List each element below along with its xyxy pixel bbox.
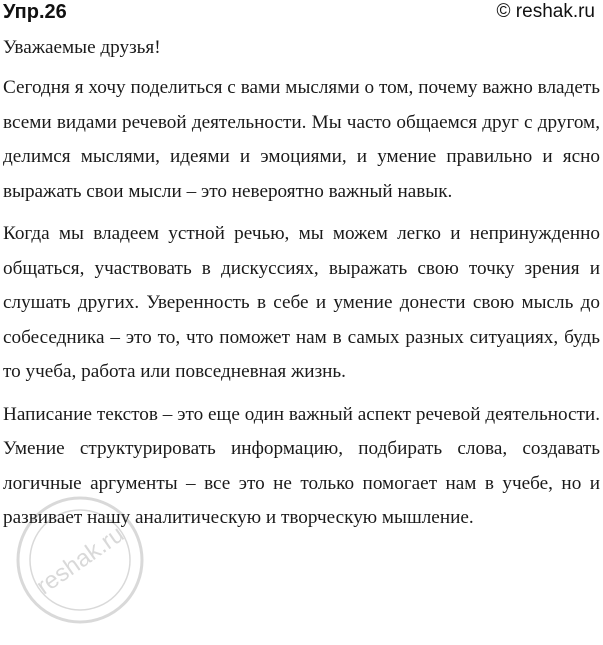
site-credit: © reshak.ru xyxy=(496,1,595,22)
page-header xyxy=(0,0,603,30)
paragraph-oral-speech: Когда мы владеем устной речью, мы можем легко и непринужденно общаться, участвовать в дискуссиях, выражать свою точку зрения и слушать других. Уверенность в себе и умение донести свою мысль до собеседника – это то, что поможет нам в самых разных ситуациях, будь то учеба, работа или повседневная жизнь. xyxy=(3,223,600,382)
exercise-title: Упр.26 xyxy=(3,1,67,23)
paragraph-writing: Написание текстов – это еще один важный аспект речевой деятельности. Умение структурировать информацию, подбирать слова, создавать логичные аргументы – все это не только помогает нам в учебе, но и развивает нашу аналитическую и творческую мышление. xyxy=(3,403,600,528)
letter-body xyxy=(3,33,600,536)
watermark-text: reshak.ru xyxy=(31,520,130,601)
letter-greeting: Уважаемые друзья! xyxy=(3,37,161,58)
paragraph-speaking-importance: Сегодня я хочу поделиться с вами мыслями о том, почему важно владеть всеми видами речевой деятельности. Мы часто общаемся друг с другом, делимся мыслями, идеями и эмоциями, и умение правильно и ясно выражать свои мысли – это невероятно важный навык. xyxy=(3,77,600,202)
